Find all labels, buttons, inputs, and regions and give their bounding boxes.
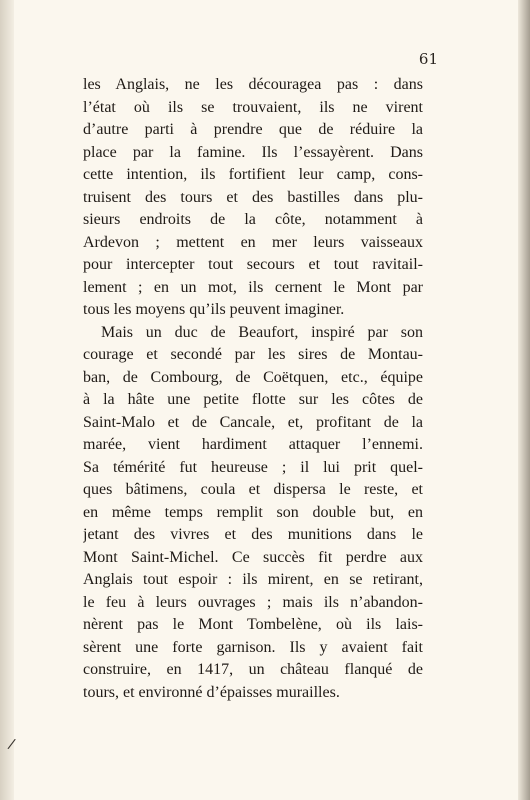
text-line: tous les moyens qu’ils peuvent imaginer. — [83, 301, 345, 318]
text-line: construire, en 1417, un château flanqué de — [83, 661, 423, 678]
paragraph-1 — [83, 74, 423, 322]
text-line: sèrent une forte garnison. Ils y avaient fait — [83, 638, 423, 656]
text-line: pour intercepter tout secours et tout ravitail- — [83, 256, 423, 273]
text-line: ban, de Combourg, de Coëtquen, etc., équipe — [83, 368, 423, 386]
text-line: jetant des vivres et des munitions dans le — [83, 526, 423, 543]
text-line: à la hâte une petite flotte sur les côtes de — [83, 391, 423, 408]
text-line: marée, vient hardiment attaquer l’ennemi. — [83, 436, 423, 453]
text-line: courage et secondé par les sires de Montau- — [83, 346, 423, 363]
text-line: en même temps remplit son double but, en — [83, 503, 423, 521]
paragraph-2 — [83, 322, 423, 705]
text-line: ques bâtimens, coula et dispersa le reste, et — [83, 481, 423, 498]
text-line: Mais un duc de Beaufort, inspiré par son — [101, 323, 423, 341]
text-line: lement ; en un mot, ils cernent le Mont par — [83, 278, 423, 296]
text-line: place par la famine. Ils l’essayèrent. Dans — [83, 143, 423, 161]
text-line: Mont Saint-Michel. Ce succès fit perdre aux — [83, 548, 423, 566]
text-line: l’état où ils se trouvaient, ils ne virent — [83, 98, 423, 116]
text-line: tours, et environné d’épaisses murailles. — [83, 683, 340, 701]
text-line: nèrent pas le Mont Tombelène, où ils lais- — [83, 616, 423, 633]
text-line: sieurs endroits de la côte, notamment à — [83, 211, 423, 228]
page-left-edge — [0, 0, 14, 800]
page-number: 61 — [418, 50, 438, 68]
body-text — [83, 74, 423, 704]
text-line: Sa témérité fut heureuse ; il lui prit quel- — [83, 458, 423, 476]
text-line: Saint-Malo et de Cancale, et, profitant de la — [83, 413, 423, 431]
text-line: cette intention, ils fortifient leur camp, cons- — [83, 166, 423, 183]
text-line: les Anglais, ne les découragea pas : dans — [83, 76, 423, 93]
pencil-mark-icon: / — [6, 736, 17, 753]
text-line: le feu à leurs ouvrages ; mais ils n’abandon- — [83, 593, 423, 611]
page-right-edge — [518, 0, 530, 800]
text-line: Anglais tout espoir : ils mirent, en se retirant, — [83, 571, 423, 588]
text-line: Ardevon ; mettent en mer leurs vaisseaux — [83, 233, 423, 251]
text-line: d’autre parti à prendre que de réduire la — [83, 121, 423, 138]
text-line: truisent des tours et des bastilles dans plu- — [83, 188, 423, 206]
